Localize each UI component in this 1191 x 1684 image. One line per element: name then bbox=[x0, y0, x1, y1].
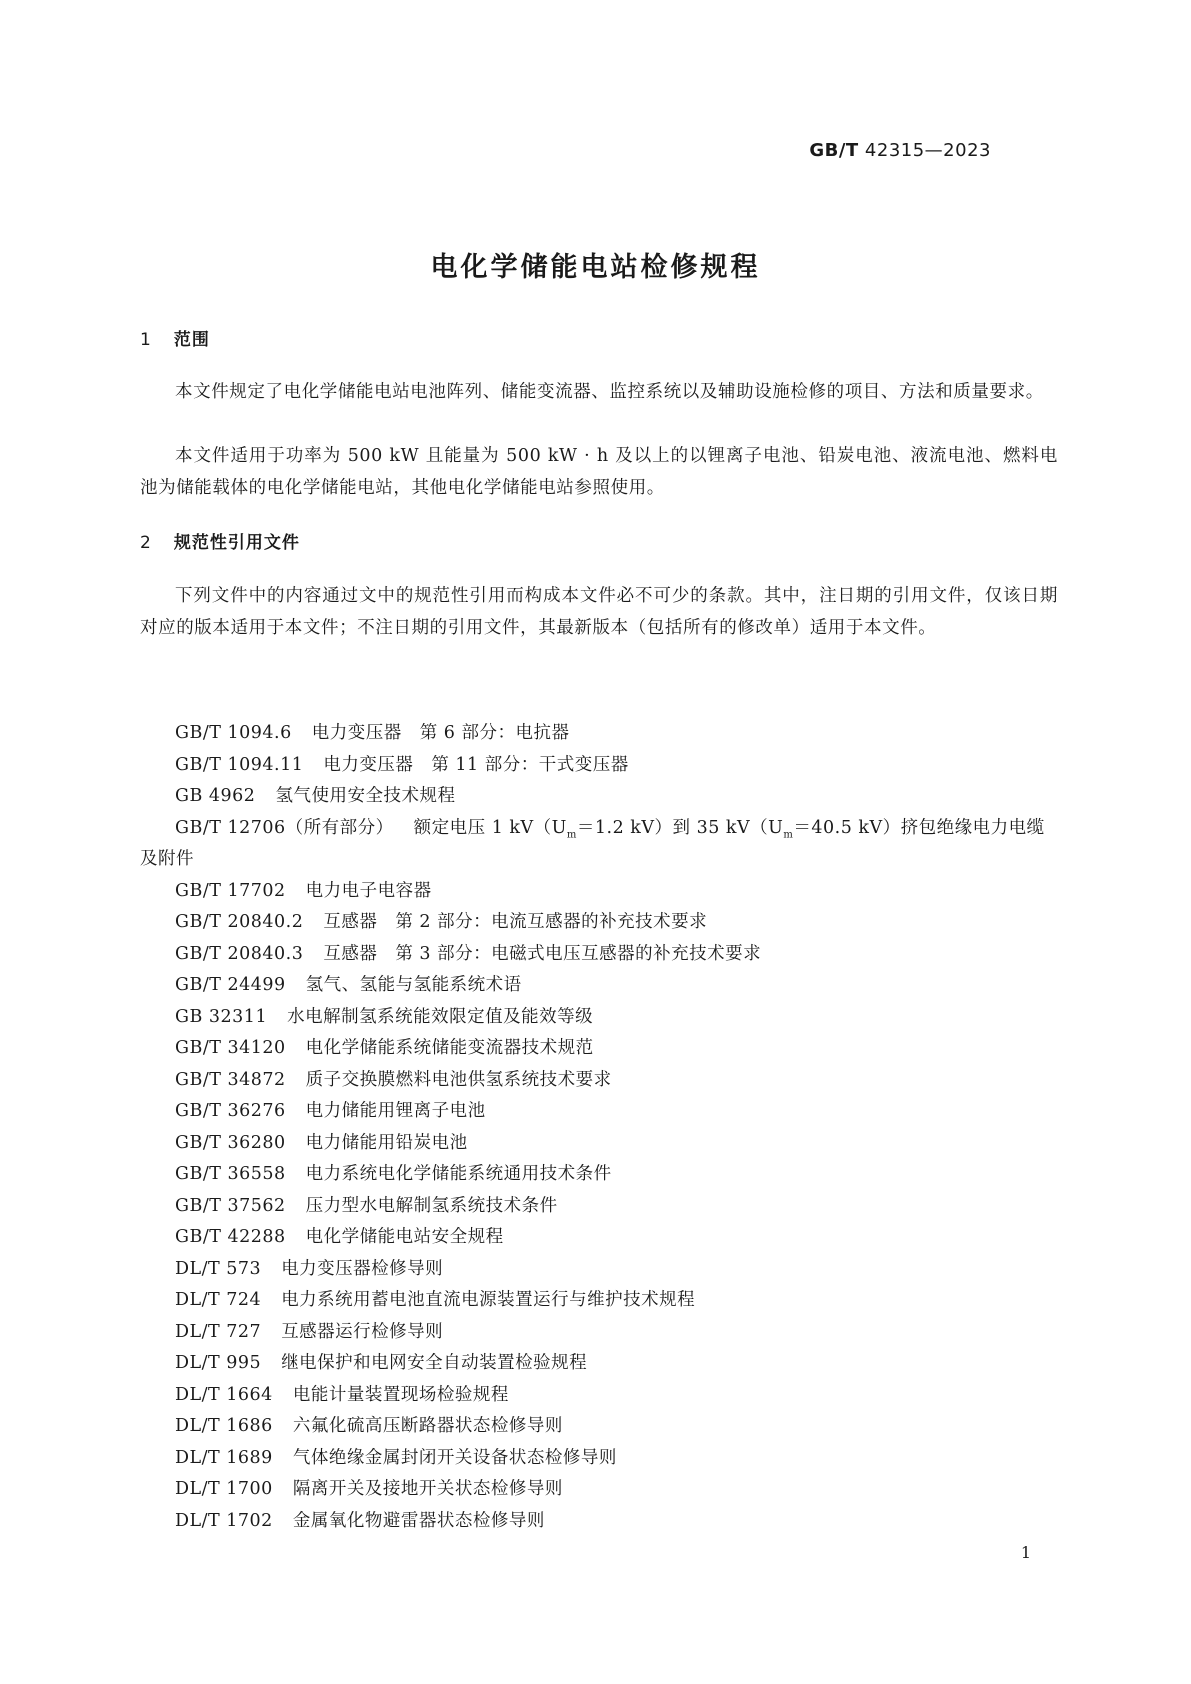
reference-title: 电力变压器 第 6 部分：电抗器 bbox=[311, 723, 570, 743]
document-title: 电化学储能电站检修规程 bbox=[430, 252, 761, 283]
reference-code: GB/T 20840.3 bbox=[175, 943, 304, 964]
reference-item bbox=[140, 781, 1058, 813]
reference-code: GB/T 37562 bbox=[175, 1195, 286, 1216]
reference-code: DL/T 724 bbox=[175, 1290, 262, 1310]
reference-code: GB/T 34120 bbox=[175, 1038, 286, 1058]
reference-code: DL/T 1686 bbox=[175, 1416, 273, 1436]
reference-item bbox=[140, 1096, 1058, 1128]
reference-item bbox=[140, 1065, 1058, 1097]
section-2-intro: 下列文件中的内容通过文中的规范性引用而构成本文件必不可少的条款。其中，注日期的引用文件，仅该日期对应的版本适用于本文件；不注日期的引用文件，其最新版本（包括所有的修改单）适用于本文件。 bbox=[140, 586, 1058, 638]
reference-list bbox=[140, 718, 1058, 1537]
section-2-title: 规范性引用文件 bbox=[173, 533, 300, 553]
reference-title: 电力变压器检修导则 bbox=[281, 1258, 444, 1279]
reference-title: 质子交换膜燃料电池供氢系统技术要求 bbox=[305, 1069, 612, 1090]
reference-item bbox=[140, 1159, 1058, 1191]
reference-title: 电力系统电化学储能系统通用技术条件 bbox=[305, 1164, 612, 1184]
reference-item bbox=[140, 718, 1058, 750]
section-1-paragraph-1: 本文件规定了电化学储能电站电池阵列、储能变流器、监控系统以及辅助设施检修的项目、方法和质量要求。 bbox=[175, 382, 1044, 402]
reference-item bbox=[140, 1380, 1058, 1412]
standard-code bbox=[809, 140, 991, 161]
reference-code: GB/T 1094.6 bbox=[175, 723, 292, 743]
reference-item bbox=[140, 750, 1058, 782]
reference-title: 水电解制氢系统能效限定值及能效等级 bbox=[287, 1006, 594, 1027]
reference-title: 电力系统用蓄电池直流电源装置运行与维护技术规程 bbox=[281, 1290, 696, 1310]
reference-code: GB/T 36280 bbox=[175, 1132, 286, 1153]
reference-title: 电化学储能电站安全规程 bbox=[305, 1227, 504, 1247]
reference-item bbox=[140, 1285, 1058, 1317]
reference-item bbox=[140, 813, 1058, 876]
reference-item bbox=[140, 1506, 1058, 1538]
reference-code: GB/T 24499 bbox=[175, 975, 286, 995]
reference-title: 氢气使用安全技术规程 bbox=[275, 786, 456, 806]
reference-item bbox=[140, 1474, 1058, 1506]
reference-code: GB 32311 bbox=[175, 1006, 268, 1027]
reference-code: DL/T 1700 bbox=[175, 1479, 273, 1499]
reference-item bbox=[140, 1191, 1058, 1223]
subscript-m: m bbox=[783, 829, 794, 840]
reference-title: 电力电子电容器 bbox=[305, 880, 432, 901]
reference-item bbox=[140, 1222, 1058, 1254]
reference-code: DL/T 1702 bbox=[175, 1510, 273, 1531]
reference-code: GB/T 17702 bbox=[175, 880, 286, 901]
reference-title: 互感器 第 3 部分：电磁式电压互感器的补充技术要求 bbox=[323, 943, 762, 964]
reference-title-part-c: ＝40.5 kV）挤包绝缘电力电缆及附件 bbox=[140, 817, 1045, 869]
reference-code: GB/T 36558 bbox=[175, 1164, 286, 1184]
reference-item bbox=[140, 1443, 1058, 1475]
reference-title: 电力储能用锂离子电池 bbox=[305, 1101, 486, 1121]
reference-item bbox=[140, 1411, 1058, 1443]
section-1-heading bbox=[140, 325, 210, 350]
reference-item bbox=[140, 1317, 1058, 1349]
subscript-m: m bbox=[566, 829, 577, 840]
reference-code: DL/T 995 bbox=[175, 1353, 262, 1373]
reference-item bbox=[140, 1033, 1058, 1065]
reference-code: GB/T 34872 bbox=[175, 1069, 286, 1090]
reference-title: 电力变压器 第 11 部分：干式变压器 bbox=[323, 754, 629, 775]
reference-code: GB 4962 bbox=[175, 786, 256, 806]
reference-item bbox=[140, 876, 1058, 908]
reference-code: DL/T 573 bbox=[175, 1258, 262, 1279]
section-2-number: 2 bbox=[140, 533, 152, 553]
reference-title: 隔离开关及接地开关状态检修导则 bbox=[292, 1479, 563, 1499]
standard-number: 42315—2023 bbox=[864, 140, 991, 161]
reference-code: DL/T 1664 bbox=[175, 1384, 273, 1405]
reference-title-part-b: ＝1.2 kV）到 35 kV（U bbox=[576, 817, 784, 838]
reference-title: 压力型水电解制氢系统技术条件 bbox=[305, 1195, 558, 1216]
section-1-title: 范围 bbox=[173, 330, 210, 350]
reference-title: 六氟化硫高压断路器状态检修导则 bbox=[292, 1416, 563, 1436]
reference-title: 氢气、氢能与氢能系统术语 bbox=[305, 975, 522, 995]
reference-code: DL/T 1689 bbox=[175, 1447, 273, 1468]
reference-item bbox=[140, 1002, 1058, 1034]
reference-title: 互感器 第 2 部分：电流互感器的补充技术要求 bbox=[323, 912, 708, 932]
standard-prefix: GB/T bbox=[809, 140, 859, 161]
reference-code: GB/T 1094.11 bbox=[175, 754, 304, 775]
reference-item bbox=[140, 939, 1058, 971]
reference-title: 气体绝缘金属封闭开关设备状态检修导则 bbox=[292, 1447, 617, 1468]
reference-title: 继电保护和电网安全自动装置检验规程 bbox=[281, 1353, 588, 1373]
section-1-number: 1 bbox=[140, 330, 152, 350]
reference-item bbox=[140, 1348, 1058, 1380]
reference-title: 电化学储能系统储能变流器技术规范 bbox=[305, 1038, 594, 1058]
reference-code: GB/T 12706（所有部分） bbox=[175, 817, 394, 838]
reference-title: 互感器运行检修导则 bbox=[281, 1321, 444, 1342]
section-2-heading bbox=[140, 528, 300, 553]
reference-title: 电能计量装置现场检验规程 bbox=[292, 1384, 509, 1405]
reference-code: GB/T 20840.2 bbox=[175, 912, 304, 932]
reference-code: DL/T 727 bbox=[175, 1321, 262, 1342]
reference-title: 金属氧化物避雷器状态检修导则 bbox=[292, 1510, 545, 1531]
reference-code: GB/T 42288 bbox=[175, 1227, 286, 1247]
reference-item bbox=[140, 1254, 1058, 1286]
reference-item bbox=[140, 907, 1058, 939]
reference-title: 电力储能用铅炭电池 bbox=[305, 1132, 468, 1153]
section-1-paragraph-2: 本文件适用于功率为 500 kW 且能量为 500 kW · h 及以上的以锂离子电池、铅炭电池、液流电池、燃料电池为储能载体的电化学储能电站，其他电化学储能电站参照使用。 bbox=[140, 446, 1058, 498]
reference-title-part-a: 额定电压 1 kV（U bbox=[413, 817, 567, 838]
page-number: 1 bbox=[1020, 1543, 1031, 1562]
reference-code: GB/T 36276 bbox=[175, 1101, 286, 1121]
reference-item bbox=[140, 1128, 1058, 1160]
reference-item bbox=[140, 970, 1058, 1002]
